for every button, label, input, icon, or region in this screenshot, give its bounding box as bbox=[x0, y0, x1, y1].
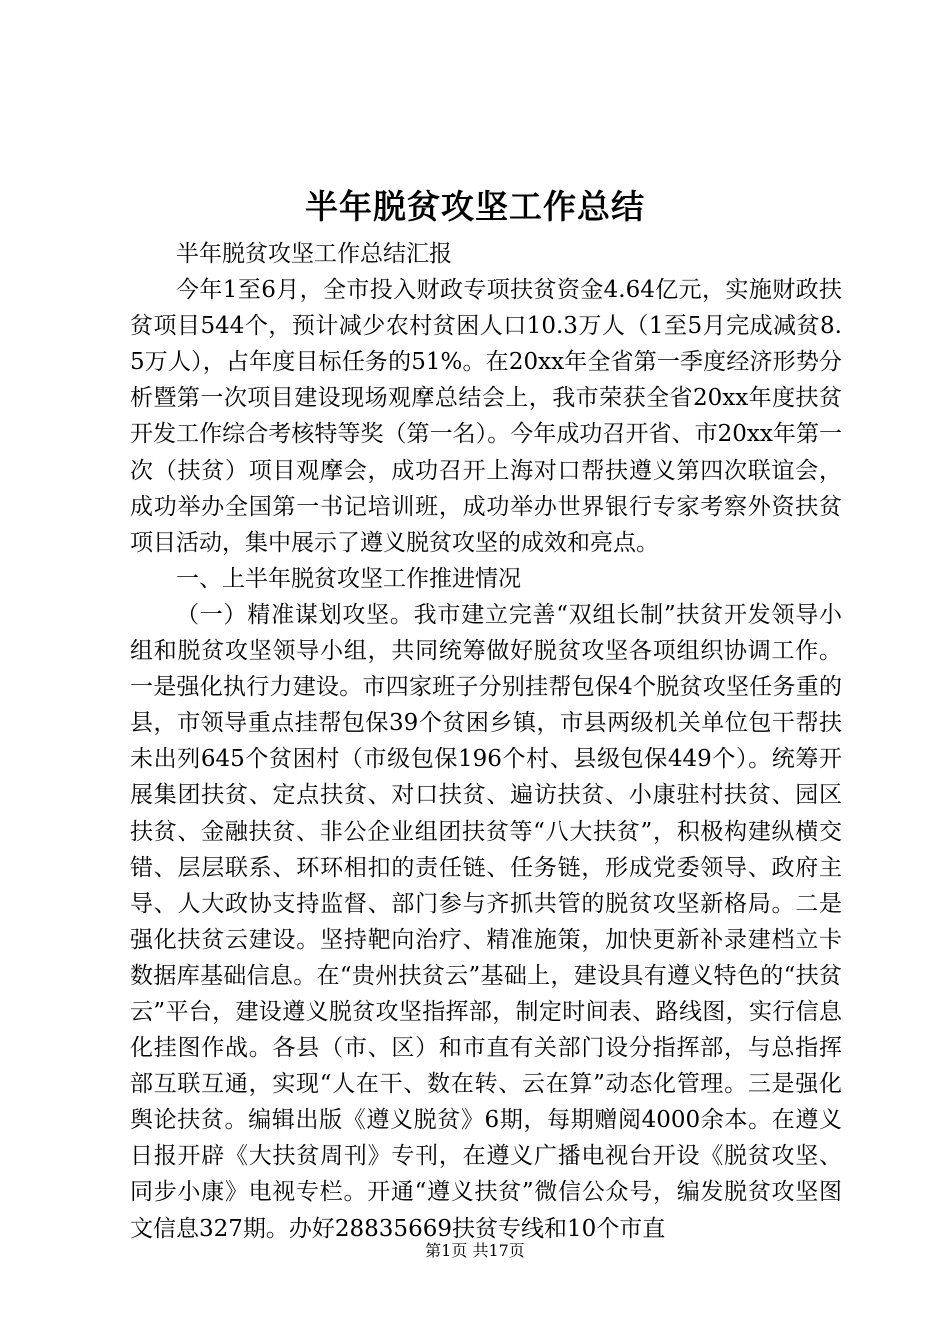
document-title: 半年脱贫攻坚工作总结 bbox=[305, 187, 645, 226]
section-heading: 一、上半年脱贫攻坚工作推进情况 bbox=[176, 565, 521, 592]
page-number-footer: 第1页 共17页 bbox=[425, 1241, 525, 1260]
report-subtitle-paragraph: 半年脱贫攻坚工作总结汇报 bbox=[176, 241, 452, 267]
document-body bbox=[130, 236, 842, 1247]
section-paragraph: （一）精准谋划攻坚。我市建立完善“双组长制”扶贫开发领导小组和脱贫攻坚领导小组，共同统筹做好脱贫攻坚各项组织协调工作。一是强化执行力建设。市四家班子分别挂帮包保4个脱贫攻坚任务重的县，市领导重点挂帮包保39个贫困乡镇，市县两级机关单位包干帮扶未出列645个贫困村（市级包保196个村、县级包保449个）。统筹开展集团扶贫、定点扶贫、对口扶贫、遍访扶贫、小康驻村扶贫、园区扶贫、金融扶贫、非公企业组团扶贫等“八大扶贫”，积极构建纵横交错、层层联系、环环相扣的责任链、任务链，形成党委领导、政府主导、人大政协支持监督、部门参与齐抓共管的脱贫攻坚新格局。二是强化扶贫云建设。坚持靶向治疗、精准施策，加快更新补录建档立卡数据库基础信息。在“贵州扶贫云”基础上，建设具有遵义特色的“扶贫云”平台，建设遵义脱贫攻坚指挥部，制定时间表、路线图，实行信息化挂图作战。各县（市、区）和市直有关部门设分指挥部，与总指挥部互联互通，实现“人在干、数在转、云在算”动态化管理。三是强化舆论扶贫。编辑出版《遵义脱贫》6期，每期赠阅4000余本。在遵义日报开辟《大扶贫周刊》专刊，在遵义广播电视台开设《脱贫攻坚、同步小康》电视专栏。开通“遵义扶贫”微信公众号，编发脱贫攻坚图文信息327期。办好28835669扶贫专线和10个市直 bbox=[130, 601, 842, 1242]
summary-paragraph: 今年1至6月，全市投入财政专项扶贫资金4.64亿元，实施财政扶贫项目544个，预计减少农村贫困人口10.3万人（1至5月完成减贫8.5万人），占年度目标任务的51%。在20xx年全省第一季度经济形势分析暨第一次项目建设现场观摩总结会上，我市荣获全省20xx年度扶贫开发工作综合考核特等奖（第一名）。今年成功召开省、市20xx年第一次（扶贫）项目观摩会，成功召开上海对口帮扶遵义第四次联谊会，成功举办全国第一书记培训班，成功举办世界银行专家考察外资扶贫项目活动，集中展示了遵义脱贫攻坚的成效和亮点。 bbox=[130, 277, 842, 556]
